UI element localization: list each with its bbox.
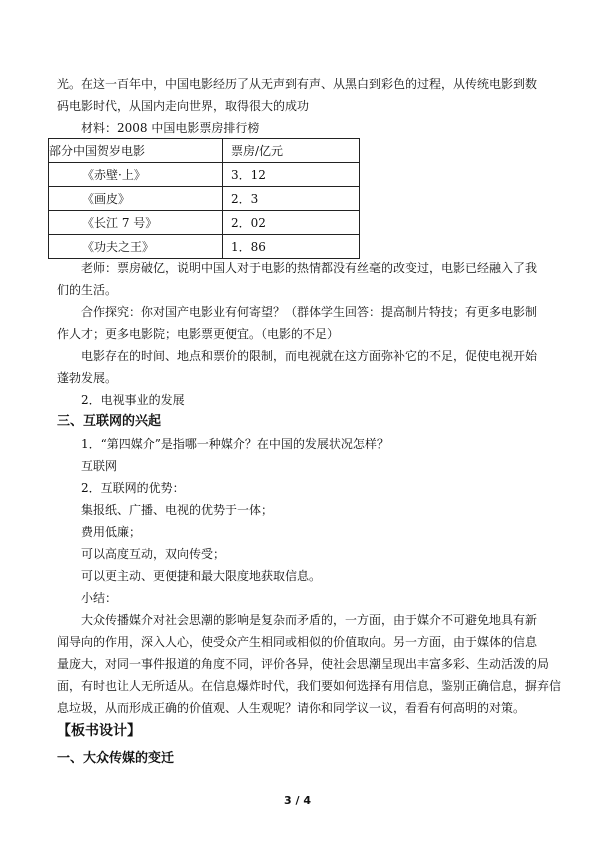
- table-row: [49, 187, 360, 211]
- summary-line: 面，有时也让人无所适从。在信息爆炸时代，我们要如何选择有用信息，鉴别正确信息，摒弃信: [57, 679, 562, 693]
- paragraph-line: 蓬勃发展。: [57, 371, 118, 385]
- teacher-line: 们的生活。: [57, 283, 118, 297]
- board-design-heading: 【板书设计】: [57, 723, 141, 739]
- table-cell-value: 2．02: [223, 211, 360, 235]
- teacher-line: 老师：票房破亿，说明中国人对于电影的热情都没有丝毫的改变过，电影已经融入了我: [81, 261, 538, 275]
- advantage-item: 可以高度互动，双向传受；: [81, 547, 226, 561]
- table-header-boxoffice: 票房/亿元: [223, 139, 360, 163]
- table-cell-film: 《功夫之王》: [49, 235, 223, 259]
- summary-line: 量庞大，对同一事件报道的角度不同，评价各异，使社会思潮呈现出丰富多彩、生动活泼的局: [57, 657, 550, 671]
- summary-line: 息垃圾，从而形成正确的价值观、人生观呢？请你和同学议一议，看看有何高明的对策。: [57, 701, 526, 715]
- table-cell-value: 3．12: [223, 163, 360, 187]
- advantage-item: 费用低廉；: [81, 525, 142, 539]
- material-caption: 材料：2008 中国电影票房排行榜: [81, 121, 260, 135]
- section-heading-media: 一、大众传媒的变迁: [57, 751, 175, 766]
- table-row: [49, 163, 360, 187]
- subheading-tv: 2．电视事业的发展: [81, 393, 185, 407]
- box-office-table: [48, 138, 360, 259]
- page-number: 3 / 4: [284, 794, 311, 807]
- question-line: 1．“第四媒介”是指哪一种媒介？在中国的发展状况怎样？: [81, 437, 389, 451]
- table-cell-film: 《画皮》: [49, 187, 223, 211]
- summary-label: 小结：: [81, 591, 118, 605]
- table-row: [49, 211, 360, 235]
- paragraph-line: 光。在这一百年中，中国电影经历了从无声到有声、从黑白到彩色的过程，从传统电影到数: [57, 77, 538, 91]
- answer-line: 互联网: [81, 459, 118, 473]
- summary-line: 闻导向的作用，深入人心，使受众产生相同或相似的价值取向。另一方面，由于媒体的信息: [57, 635, 538, 649]
- question-line: 2．互联网的优势：: [81, 481, 185, 495]
- inquiry-line: 作人才；更多电影院；电影票更便宜。（电影的不足）: [57, 327, 340, 341]
- table-row: [49, 235, 360, 259]
- advantage-item: 可以更主动、更便捷和最大限度地获取信息。: [81, 569, 322, 583]
- table-cell-film: 《赤壁·上》: [49, 163, 223, 187]
- inquiry-line: 合作探究：你对国产电影业有何寄望？（群体学生回答：提高制片特技；有更多电影制: [81, 305, 538, 319]
- summary-line: 大众传播媒介对社会思潮的影响是复杂而矛盾的，一方面，由于媒介不可避免地具有新: [81, 613, 538, 627]
- paragraph-line: 码电影时代，从国内走向世界，取得很大的成功: [57, 99, 310, 113]
- table-cell-film: 《长江 7 号》: [49, 211, 223, 235]
- table-cell-value: 2．3: [223, 187, 360, 211]
- table-cell-value: 1．86: [223, 235, 360, 259]
- table-header-row: [49, 139, 360, 163]
- paragraph-line: 电影存在的时间、地点和票价的限制，而电视就在这方面弥补它的不足，促使电视开始: [81, 349, 538, 363]
- section-heading-internet: 三、互联网的兴起: [57, 414, 162, 429]
- table-header-film: 部分中国贺岁电影: [49, 139, 223, 163]
- advantage-item: 集报纸、广播、电视的优势于一体；: [81, 503, 274, 517]
